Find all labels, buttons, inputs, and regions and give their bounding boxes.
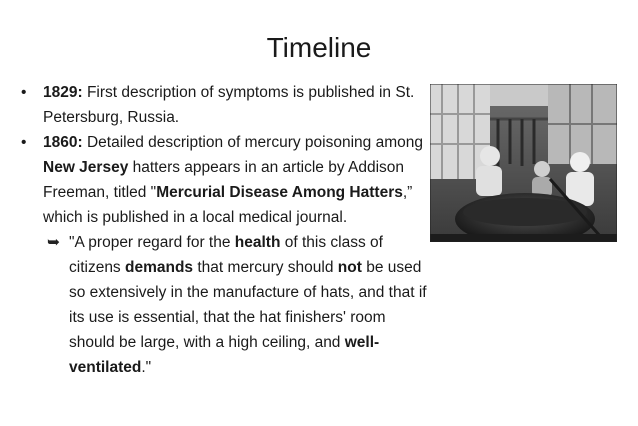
slide-body (20, 80, 430, 380)
curved-arrow-icon: ➥ (47, 234, 60, 251)
photo-illustration (430, 84, 617, 242)
bullet-year: 1829: (43, 84, 83, 101)
bullet-text: Detailed description of mercury poisoning among (82, 134, 423, 151)
bullet-dot-icon: • (21, 84, 27, 101)
bold-not: not (337, 259, 362, 276)
bullet-1829 (20, 80, 430, 130)
quote-text: "A proper regard for the (69, 234, 235, 251)
bullet-year: 1860: (43, 134, 83, 151)
bold-health: health (234, 234, 281, 251)
bullet-text: hatters appears in an article by Addison Freeman, titled " (43, 159, 405, 201)
bold-well-ventilated: well-ventilated (69, 334, 380, 376)
bold-new-jersey: New Jersey (43, 159, 129, 176)
bullet-text: ,” which is published in a local medical journal. (43, 184, 413, 226)
bullet-1860 (20, 130, 430, 230)
quote-text: ." (141, 359, 152, 376)
bold-article-title: Mercurial Disease Among Hatters (156, 184, 403, 201)
bold-demands: demands (125, 259, 194, 276)
historical-hat-factory-photo (430, 84, 617, 242)
quote-text: be used so extensively in the manufacture of hats, and that if its use is essential, that the hat finishers' room should be large, with a high ceiling, and (69, 259, 427, 351)
quote-text: that mercury should (193, 259, 338, 276)
quote-text: of this class of citizens (69, 234, 383, 276)
slide-title: Timeline (266, 32, 372, 63)
quote-subbullet (20, 230, 430, 380)
bullet-text: First description of symptoms is published in St. Petersburg, Russia. (43, 84, 415, 126)
bullet-dot-icon: • (21, 134, 27, 151)
